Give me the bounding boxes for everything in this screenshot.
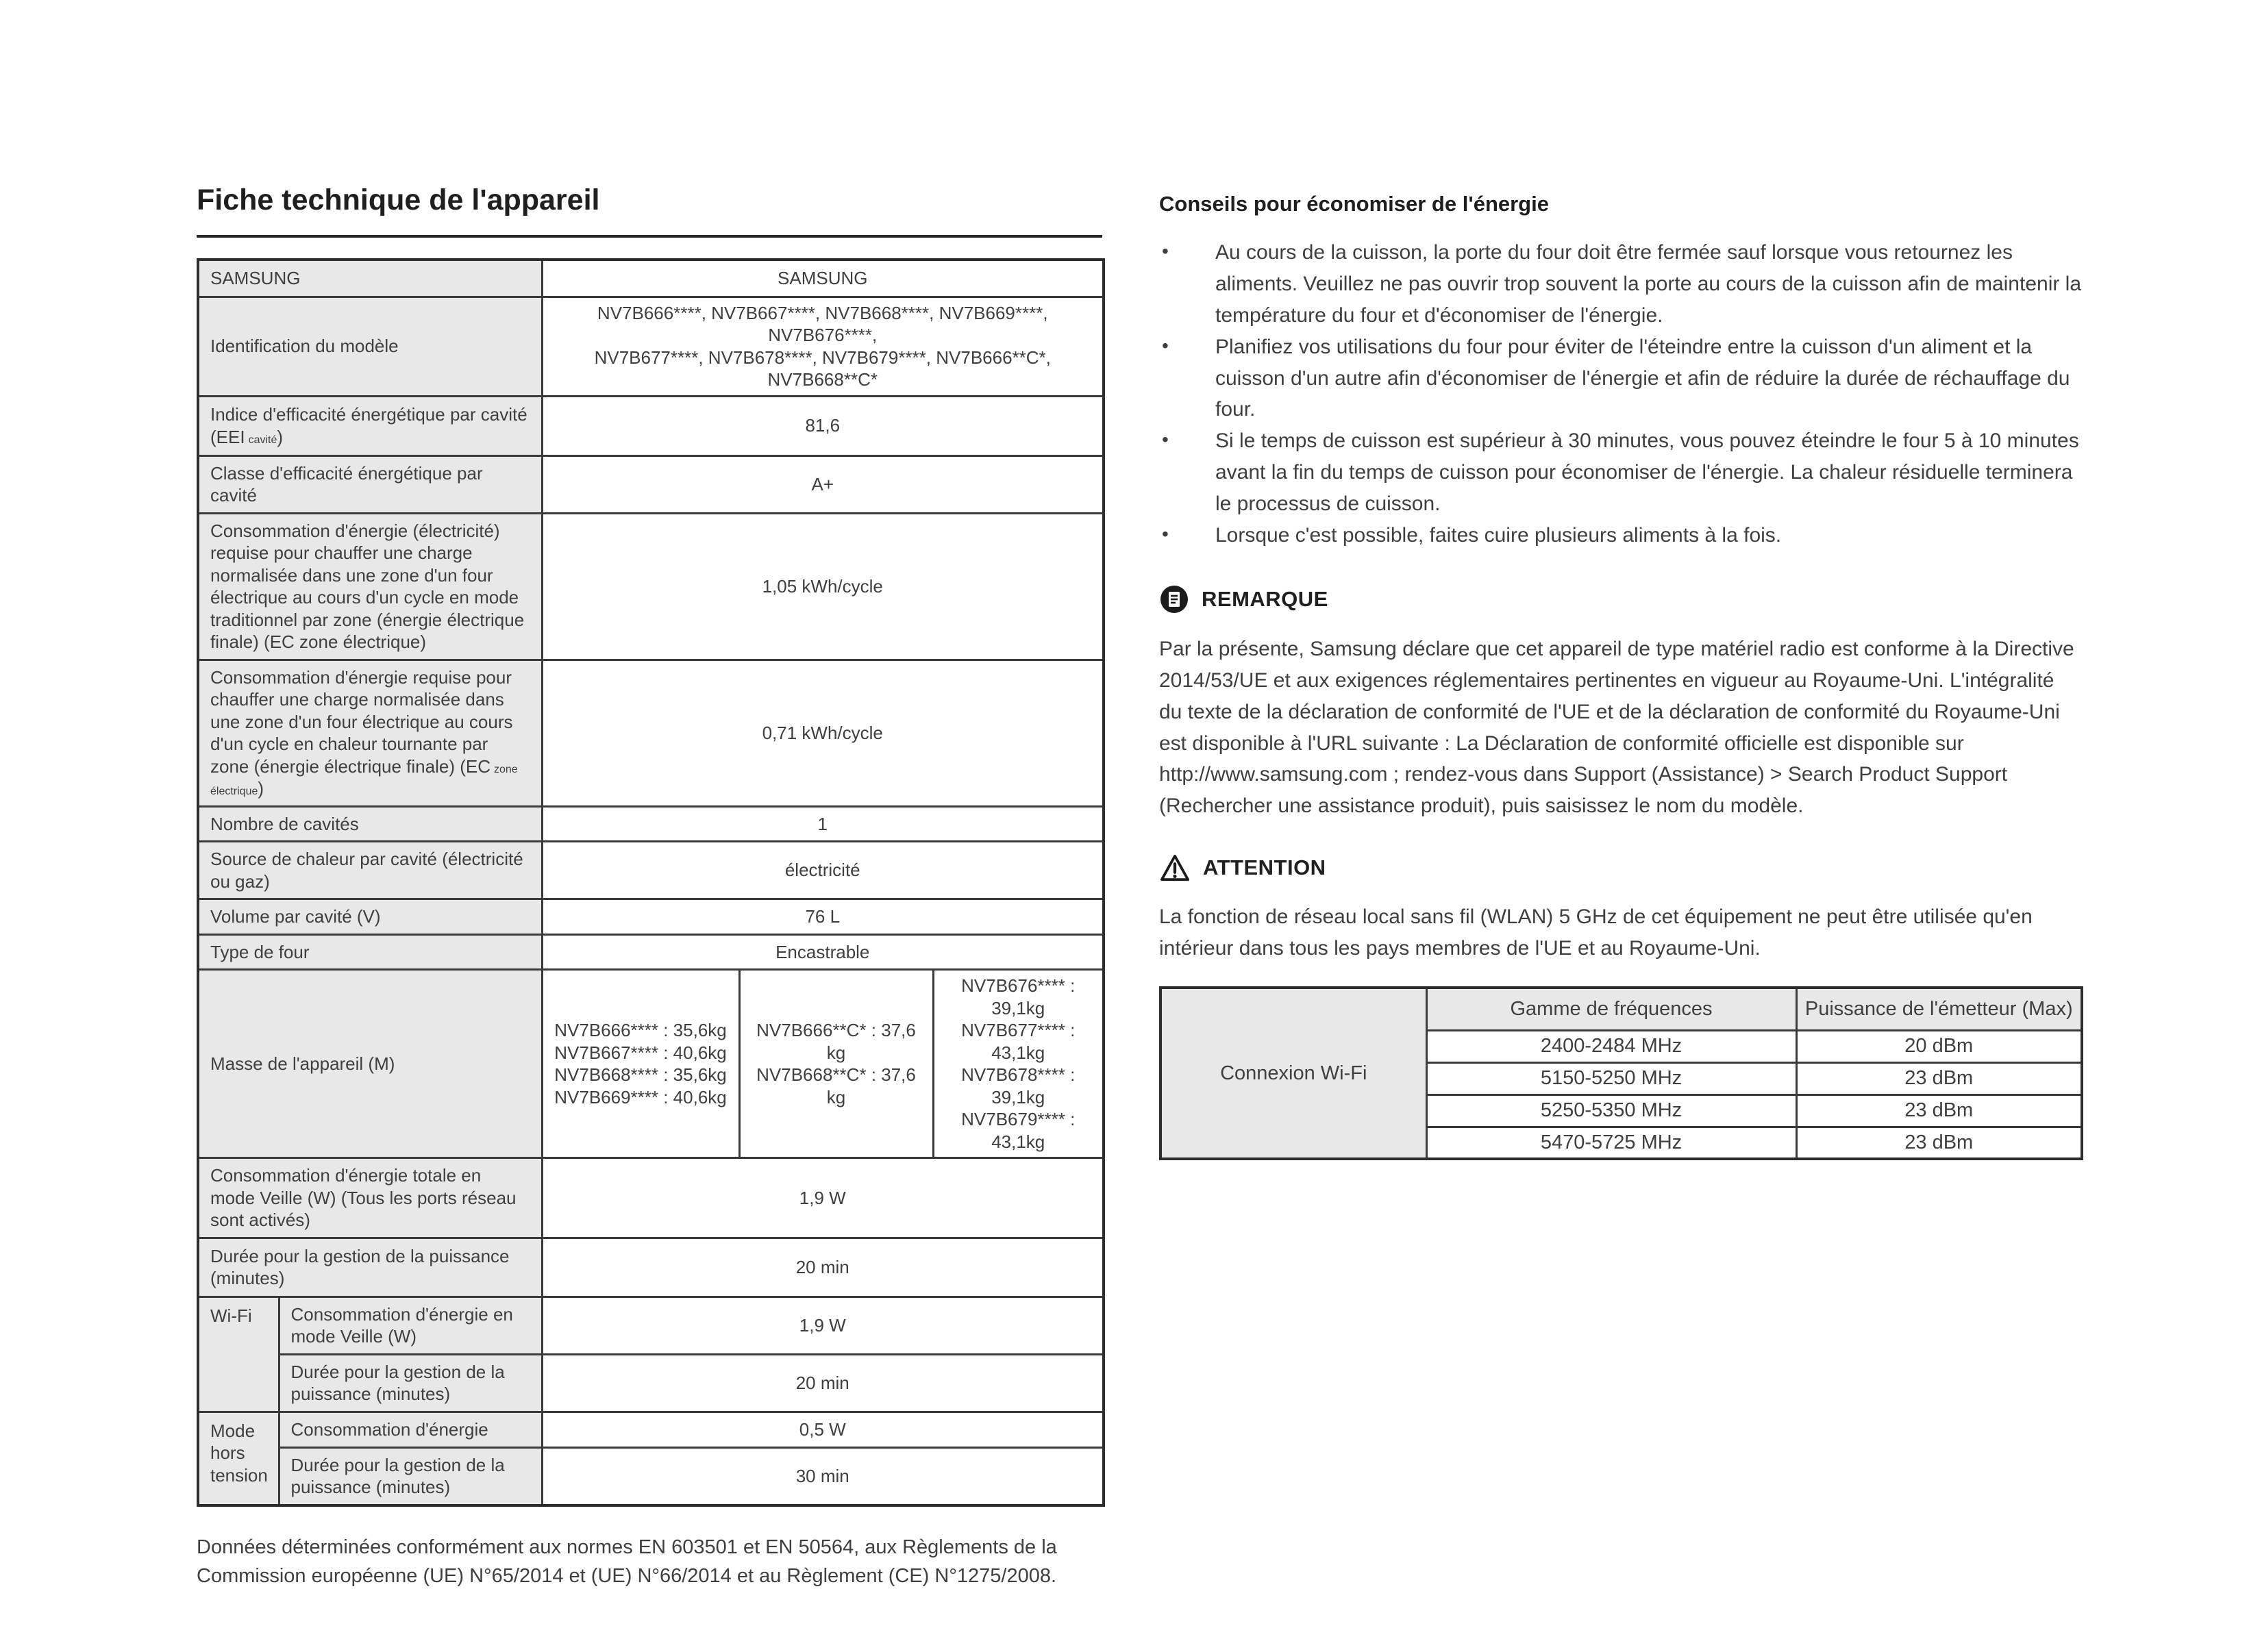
caution-text: La fonction de réseau local sans fil (WLAN) 5 GHz de cet équipement ne peut être utilisée qu'en intérieur dans tous les pays membres de l'UE et au Royaume-Uni. xyxy=(1159,905,2033,960)
table-row xyxy=(198,455,1104,513)
caution-heading-text: ATTENTION xyxy=(1203,855,1326,880)
model-value-line2: NV7B677****, NV7B678****, NV7B679****, NV7B666**C*, NV7B668**C* xyxy=(594,347,1051,390)
off-mgmt-value: 30 min xyxy=(542,1447,1104,1505)
table-row xyxy=(198,806,1104,842)
mass-value: NV7B666**C* : 37,6 kg xyxy=(756,1020,916,1063)
mass-value: NV7B668**** : 35,6kg xyxy=(554,1064,727,1085)
eei-value: 81,6 xyxy=(542,396,1104,455)
wifi-standby-label: Consommation d'énergie en mode Veille (W) xyxy=(279,1297,542,1354)
mass-values-col3 xyxy=(933,970,1104,1158)
page-title: Fiche technique de l'appareil xyxy=(197,184,1102,238)
table-row xyxy=(198,260,1104,297)
spec-column xyxy=(197,184,1102,1610)
wifi-frequency-table xyxy=(1159,986,2083,1160)
mass-values-col2 xyxy=(739,970,933,1158)
mass-value: NV7B678**** : 39,1kg xyxy=(961,1064,1076,1107)
model-value-line1: NV7B666****, NV7B667****, NV7B668****, NV7B669****, NV7B676****, xyxy=(597,302,1048,345)
caution-heading xyxy=(1159,853,2083,882)
off-consumption-value: 0,5 W xyxy=(542,1412,1104,1447)
conso-tournante-label-main: Consommation d'énergie requise pour chauffer une charge normalisée dans une zone d'un four électrique au cours d'un cycle en chaleur tournante par zone (énergie électrique finale) (EC xyxy=(210,666,513,777)
power-value: 23 dBm xyxy=(1796,1062,2082,1094)
table-row xyxy=(1160,988,2082,1030)
spec-table xyxy=(197,258,1105,1507)
standards-footnote: Données déterminées conformément aux normes EN 603501 et EN 50564, aux Règlements de la Commission européenne (UE) N°65/2014 et (UE) N°66/2014 et au Règlement (CE) N°1275/2008. xyxy=(197,1536,1057,1587)
table-row xyxy=(198,970,1104,1158)
table-row xyxy=(198,1447,1104,1505)
wifi-connection-label: Connexion Wi-Fi xyxy=(1160,988,1426,1159)
cavities-value: 1 xyxy=(542,806,1104,842)
conso-tournante-label xyxy=(198,660,542,806)
mass-value: NV7B669**** : 40,6kg xyxy=(554,1086,727,1107)
tip-text: Si le temps de cuisson est supérieur à 30 minutes, vous pouvez éteindre le four 5 à 10 minutes avant la fin du temps de cuisson pour économiser de l'énergie. La chaleur résiduelle terminera le processus de cuisson. xyxy=(1215,429,2079,516)
table-row xyxy=(198,899,1104,935)
note-heading xyxy=(1159,584,2083,614)
wifi-mgmt-label: Durée pour la gestion de la puissance (minutes) xyxy=(279,1354,542,1412)
table-row xyxy=(198,396,1104,455)
wifi-group-label: Wi-Fi xyxy=(198,1297,279,1412)
energy-class-value: A+ xyxy=(542,455,1104,513)
eei-label-sub: cavité xyxy=(248,434,277,446)
table-row xyxy=(198,660,1104,806)
eei-label-end: ) xyxy=(277,426,284,447)
conso-tournante-label-sub: zone électrique xyxy=(210,763,518,797)
list-item xyxy=(1159,237,2083,331)
oven-type-value: Encastrable xyxy=(542,934,1104,970)
bullet-icon: • xyxy=(1162,240,1169,262)
note-text: Par la présente, Samsung déclare que cet appareil de type matériel radio est conforme à la Directive 2014/53/UE et aux exigences réglementaires pertinentes en vigueur au Royaume-Uni. L'intégralité du texte de la déclaration de conformité de l'UE et de la déclaration de conformité du Royaume-Uni est disponible à l'URL suivante : La Déclaration de conformité officielle est disponible sur http://www.samsung.com ; rendez-vous dans Support (Assistance) > Search Product Support (Rechercher une assistance produit), puis saisissez le nom du modèle. xyxy=(1159,637,2074,818)
wifi-standby-value: 1,9 W xyxy=(542,1297,1104,1354)
freq-value: 5470-5725 MHz xyxy=(1426,1127,1796,1159)
power-column-header: Puissance de l'émetteur (Max) xyxy=(1796,988,2082,1030)
mass-value: NV7B668**C* : 37,6 kg xyxy=(756,1064,916,1107)
bullet-icon: • xyxy=(1162,523,1169,545)
freq-value: 5150-5250 MHz xyxy=(1426,1062,1796,1094)
mass-label: Masse de l'appareil (M) xyxy=(198,970,542,1158)
tip-text: Au cours de la cuisson, la porte du four doit être fermée sauf lorsque vous retournez les aliments. Veuillez ne pas ouvrir trop souvent la porte au cours de la cuisson afin de maintenir la température du four et d'économiser de l'énergie. xyxy=(1215,241,2082,327)
wifi-mgmt-value: 20 min xyxy=(542,1354,1104,1412)
note-circle-icon xyxy=(1159,584,1189,614)
off-consumption-label: Consommation d'énergie xyxy=(279,1412,542,1447)
heat-source-value: électricité xyxy=(542,842,1104,899)
brand-label: SAMSUNG xyxy=(198,260,542,297)
list-item xyxy=(1159,331,2083,426)
tip-text: Lorsque c'est possible, faites cuire plusieurs aliments à la fois. xyxy=(1215,524,1782,547)
table-row xyxy=(198,1297,1104,1354)
tips-title: Conseils pour économiser de l'énergie xyxy=(1159,192,1549,216)
energy-class-label: Classe d'efficacité énergétique par cavité xyxy=(198,455,542,513)
list-item xyxy=(1159,520,2083,551)
conso-tournante-label-end: ) xyxy=(258,778,264,799)
heat-source-label: Source de chaleur par cavité (électricité ou gaz) xyxy=(198,842,542,899)
brand-value: SAMSUNG xyxy=(542,260,1104,297)
mass-value: NV7B666**** : 35,6kg xyxy=(554,1020,727,1040)
tips-column xyxy=(1159,184,2083,1160)
conso-tournante-value: 0,71 kWh/cycle xyxy=(542,660,1104,806)
power-mgmt-value: 20 min xyxy=(542,1238,1104,1297)
table-row xyxy=(198,1238,1104,1297)
note-heading-text: REMARQUE xyxy=(1202,586,1328,611)
list-item xyxy=(1159,425,2083,520)
mass-value: NV7B679**** : 43,1kg xyxy=(961,1109,1076,1152)
mass-value: NV7B676**** : 39,1kg xyxy=(961,975,1076,1018)
power-mgmt-label: Durée pour la gestion de la puissance (minutes) xyxy=(198,1238,542,1297)
volume-value: 76 L xyxy=(542,899,1104,935)
standby-total-label: Consommation d'énergie totale en mode Veille (W) (Tous les ports réseau sont activés) xyxy=(198,1158,542,1238)
mass-value: NV7B667**** : 40,6kg xyxy=(554,1042,727,1063)
off-mgmt-label: Durée pour la gestion de la puissance (minutes) xyxy=(279,1447,542,1505)
table-row xyxy=(198,1354,1104,1412)
bullet-icon: • xyxy=(1162,429,1169,451)
table-row xyxy=(198,1412,1104,1447)
power-value: 20 dBm xyxy=(1796,1030,2082,1062)
table-row xyxy=(198,842,1104,899)
eei-label-main: Indice d'efficacité énergétique par cavité (EEI xyxy=(210,404,527,447)
volume-label: Volume par cavité (V) xyxy=(198,899,542,935)
power-value: 23 dBm xyxy=(1796,1094,2082,1127)
freq-column-header: Gamme de fréquences xyxy=(1426,988,1796,1030)
tip-text: Planifiez vos utilisations du four pour éviter de l'éteindre entre la cuisson d'un aliment et la cuisson d'un autre afin d'économiser de l'énergie et afin de réduire la durée de réchauffage du four. xyxy=(1215,335,2070,421)
model-label: Identification du modèle xyxy=(198,297,542,396)
off-mode-group-label: Mode hors tension xyxy=(198,1412,279,1505)
table-row xyxy=(198,513,1104,660)
conso-traditionnel-label: Consommation d'énergie (électricité) requise pour chauffer une charge normalisée dans une zone d'un four électrique au cours d'un cycle en mode traditionnel par zone (énergie électrique finale) (EC zone électrique) xyxy=(198,513,542,660)
freq-value: 5250-5350 MHz xyxy=(1426,1094,1796,1127)
mass-value: NV7B677**** : 43,1kg xyxy=(961,1020,1076,1063)
freq-value: 2400-2484 MHz xyxy=(1426,1030,1796,1062)
eei-label xyxy=(198,396,542,455)
oven-type-label: Type de four xyxy=(198,934,542,970)
tips-list xyxy=(1159,237,2083,551)
bullet-icon: • xyxy=(1162,334,1169,356)
warning-triangle-icon xyxy=(1159,853,1191,882)
power-value: 23 dBm xyxy=(1796,1127,2082,1159)
standby-total-value: 1,9 W xyxy=(542,1158,1104,1238)
table-row xyxy=(198,934,1104,970)
model-value xyxy=(542,297,1104,396)
table-row xyxy=(198,1158,1104,1238)
cavities-label: Nombre de cavités xyxy=(198,806,542,842)
mass-values-col1 xyxy=(542,970,739,1158)
conso-traditionnel-value: 1,05 kWh/cycle xyxy=(542,513,1104,660)
table-row xyxy=(198,297,1104,396)
